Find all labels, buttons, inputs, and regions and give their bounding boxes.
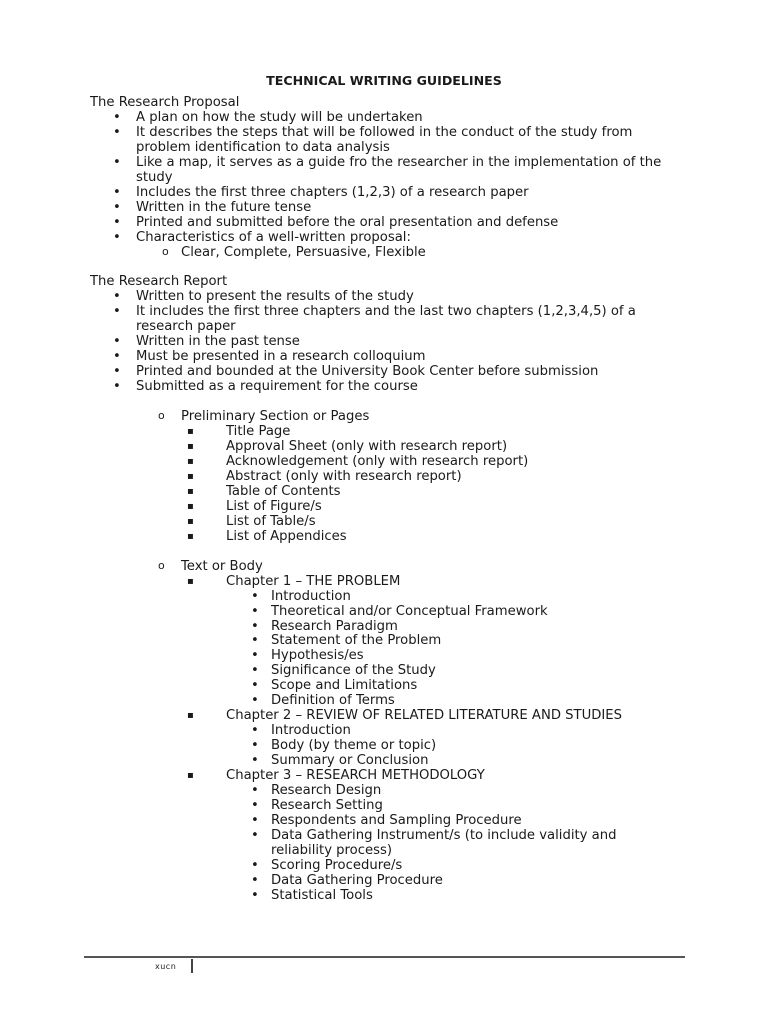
chapter-list (181, 575, 690, 904)
chapter-2: ▪ Chapter 2 – REVIEW OF RELATED LITERATURE AND STUDIES • Introduction • Body (by theme or topic) • Summary or Conclusion (181, 709, 690, 769)
list-item: • Theoretical and/or Conceptual Framework (226, 605, 690, 620)
list-item: • Like a map, it serves as a guide fro the researcher in the implementation of the study (90, 156, 690, 186)
list-item: ▪ Title Page (181, 425, 690, 440)
list-item: • Body (by theme or topic) (226, 739, 690, 754)
list-item: • Hypothesis/es (226, 649, 690, 664)
list-item: ▪ Approval Sheet (only with research report) (181, 440, 690, 455)
list-item: • Printed and submitted before the oral presentation and defense (90, 216, 690, 231)
list-item: • A plan on how the study will be undertaken (90, 111, 690, 126)
proposal-heading: The Research Proposal (90, 95, 240, 110)
list-item: ▪ Table of Contents (181, 485, 690, 500)
list-item: ▪ List of Table/s (181, 515, 690, 530)
chapter-3-list (226, 784, 690, 904)
list-item: • Data Gathering Instrument/s (to include validity and reliability process) (226, 829, 690, 859)
list-item: ▪ List of Appendices (181, 530, 690, 545)
preliminary-section: o Preliminary Section or Pages ▪ Title Page ▪ Approval Sheet (only with research report) ▪ Acknowledgement (only with research report) ▪ Abstract (only with research report) ▪ Table of Contents ▪ List of Figure/s ▪ List of Table/s ▪ List of Appendices (136, 410, 690, 560)
list-item: • Includes the first three chapters (1,2,3) of a research paper (90, 186, 690, 201)
list-item: • Scoring Procedure/s (226, 859, 690, 874)
list-item: • Significance of the Study (226, 664, 690, 679)
list-item: • Data Gathering Procedure (226, 874, 690, 889)
chapter-1: ▪ Chapter 1 – THE PROBLEM • Introduction • Theoretical and/or Conceptual Framework • Research Paradigm • Statement of the Problem • Hypothesis/es • Significance of the Study • Scope and Limitations • Definition of Terms (181, 575, 690, 710)
list-item: • Written in the past tense (90, 335, 690, 350)
list-item: • Statement of the Problem (226, 634, 690, 649)
list-item: ▪ Acknowledgement (only with research report) (181, 455, 690, 470)
report-list (90, 290, 690, 395)
list-item: • It includes the first three chapters and the last two chapters (1,2,3,4,5) of a research paper (90, 305, 690, 335)
list-item: ▪ List of Figure/s (181, 500, 690, 515)
list-item: • Characteristics of a well-written proposal: o Clear, Complete, Persuasive, Flexible (90, 231, 690, 261)
list-item: • Research Setting (226, 799, 690, 814)
list-item: • Written in the future tense (90, 201, 690, 216)
list-item: • Must be presented in a research colloquium (90, 350, 690, 365)
chapter-2-list (226, 724, 690, 769)
list-item: • Written to present the results of the study (90, 290, 690, 305)
list-item: • Scope and Limitations (226, 679, 690, 694)
list-item: • Submitted as a requirement for the course (90, 380, 690, 395)
list-item: • Statistical Tools (226, 889, 690, 904)
document-content (90, 96, 690, 904)
report-sections (136, 410, 690, 904)
footer-divider (191, 959, 193, 973)
list-item: • Printed and bounded at the University Book Center before submission (90, 365, 690, 380)
list-item: • It describes the steps that will be followed in the conduct of the study from problem identification to data analysis (90, 126, 690, 156)
document-title: TECHNICAL WRITING GUIDELINES (266, 73, 502, 88)
body-section: o Text or Body ▪ Chapter 1 – THE PROBLEM • Introduction • Theoretical and/or Conceptual Framework • Research Paradigm • Statement of the Problem • Hypothesis/es • Significance of the Study • Scope and Limitations • Definition of Terms ▪ Chapter 2 – REVIEW OF RELATED LITERATURE AND STUDIES • Introduction • Body (by theme or topic) • Summary or Conclusion ▪ Chapter 3 – RESEARCH METHODOLOGY • Research Design • Research Setting • Respondents and Sampling Procedure • Data Gathering Instrument/s (to include validity and reliability process) • Scoring Procedure/s • Data Gathering Procedure • Statistical Tools (136, 560, 690, 904)
list-item: • Research Design (226, 784, 690, 799)
footer-rule (84, 956, 685, 958)
list-item: • Introduction (226, 724, 690, 739)
report-heading: The Research Report (90, 274, 228, 290)
list-item: o Clear, Complete, Persuasive, Flexible (136, 246, 690, 261)
list-item: ▪ Abstract (only with research report) (181, 470, 690, 485)
footer-text: xucn (155, 962, 177, 971)
characteristics-list (136, 246, 690, 261)
list-item: • Definition of Terms (226, 694, 690, 709)
proposal-list (90, 111, 690, 261)
list-item: • Research Paradigm (226, 620, 690, 635)
list-item: • Introduction (226, 590, 690, 605)
list-item: • Summary or Conclusion (226, 754, 690, 769)
preliminary-list (181, 425, 690, 545)
chapter-3: ▪ Chapter 3 – RESEARCH METHODOLOGY • Research Design • Research Setting • Respondents and Sampling Procedure • Data Gathering Instrument/s (to include validity and reliability process) • Scoring Procedure/s • Data Gathering Procedure • Statistical Tools (181, 769, 690, 904)
list-item: • Respondents and Sampling Procedure (226, 814, 690, 829)
chapter-1-list (226, 590, 690, 710)
